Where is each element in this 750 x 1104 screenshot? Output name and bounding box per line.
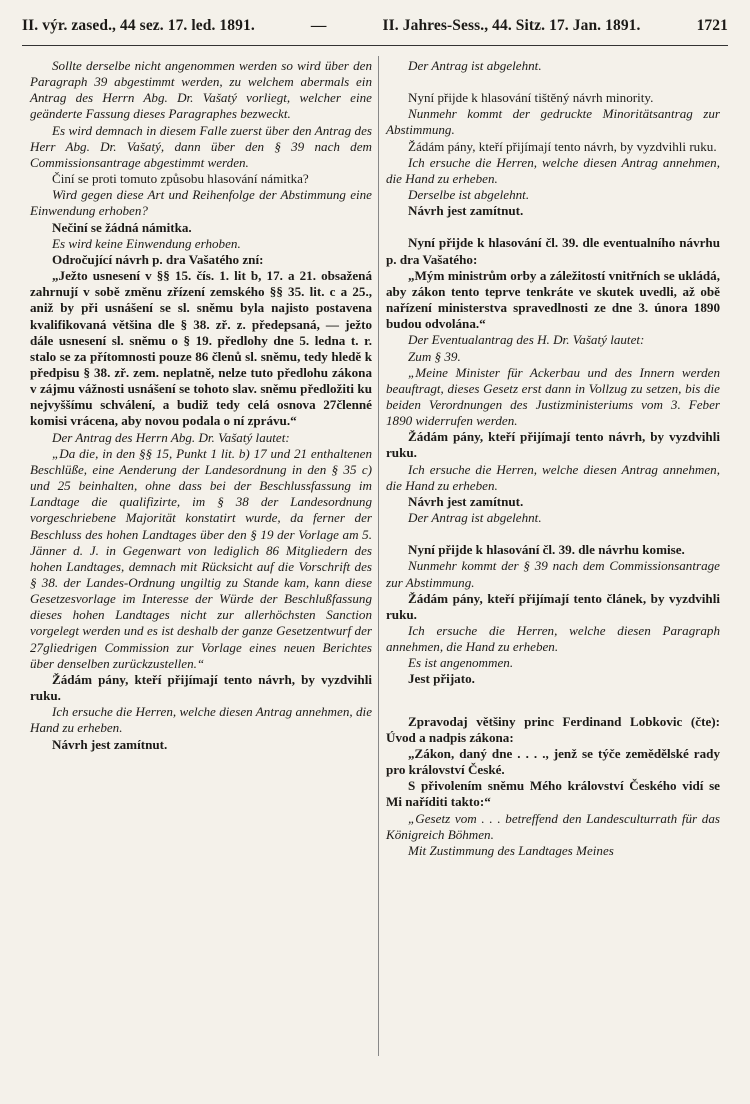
paragraph: Der Antrag des Herrn Abg. Dr. Vašatý lautet: — [52, 429, 290, 445]
paragraph: Žádám pány, kteří přijímají tento článek, by vyzdvihli ruku. — [386, 590, 720, 622]
paragraph-spacer — [386, 526, 720, 542]
paragraph: Návrh jest zamítnut. — [408, 203, 524, 219]
paragraph: Zpravodaj většiny princ Ferdinand Lobkovic (čte): Úvod a nadpis zákona: — [386, 713, 720, 745]
paragraph: „Ježto usnesení v §§ 15. čís. 1. lit b, 17. a 21. obsažená zahrnují v sobě změnu zřízení zemského §§ 35. lit. c a 25., aniž by při usnášení se sl. sněmu byla najisto postavena kvalifikovaná většina dle § 38. zř. z. předepsaná, — ježto dále usnesení sl. sněmu o § 19. předlohy dne 5. ledna t. r. stalo se za přítomnosti pouze 86 členů sl. sněmu, tedy hledě k předpisu § 38. zř. zem. neplatně, nelze tuto předlohu zákona v zájmu vážnosti usnášení se tohoto slav. sněmu předložiti ku nejvyššímu schválení, a budiž tedy celá osnova 27členné komisi vrácena, aby novou podala o ní zprávu.“ — [30, 268, 372, 429]
paragraph: Mit Zustimmung des Landtages Meines — [408, 842, 614, 858]
header-rule — [22, 45, 728, 46]
paragraph: „Mým ministrům orby a záležitostí vnitřních se ukládá, aby zákon tento teprve tenkráte ve skutek uvedli, až obě nařízení ministerstva spravedlnosti ze dne 3. února 1890 budou odvolána.“ — [386, 267, 720, 332]
right-column — [386, 58, 720, 859]
paragraph: S přivolením sněmu Mého království Českého vidí se Mi naříditi takto:“ — [386, 778, 720, 810]
paragraph: Ich ersuche die Herren, welche diesen Antrag annehmen, die Hand zu erheben. — [30, 704, 372, 736]
paragraph: Es wird keine Einwendung erhoben. — [52, 235, 241, 251]
paragraph: Der Eventualantrag des H. Dr. Vašatý lautet: — [408, 332, 645, 348]
paragraph: Der Antrag ist abgelehnt. — [408, 58, 542, 73]
paragraph: Sollte derselbe nicht angenommen werden so wird über den Paragraph 39 abgestimmt werden, zu welchem abermals ein Antrag des Herrn Abg. Dr. Vašatý vorliegt, welcher eine geänderte Fassung dieses Paragraphes bezweckt. — [30, 58, 372, 122]
paragraph: Der Antrag ist abgelehnt. — [408, 510, 542, 526]
paragraph: Ich ersuche die Herren, welche diesen Paragraph annehmen, die Hand zu erheben. — [386, 623, 720, 655]
paragraph: Zum § 39. — [408, 348, 461, 364]
paragraph: Es ist angenommen. — [408, 655, 514, 671]
running-header — [22, 6, 728, 46]
paragraph: „Gesetz vom . . . betreffend den Landesculturrath für das Königreich Böhmen. — [386, 810, 720, 842]
paragraph: Odročující návrh p. dra Vašatého zní: — [52, 251, 264, 267]
paragraph: Ich ersuche die Herren, welche diesen Antrag annehmen, die Hand zu erheben. — [386, 154, 720, 186]
paragraph: Nyní přijde k hlasování tištěný návrh minority. — [408, 90, 654, 106]
paragraph: „Zákon, daný dne . . . ., jenž se týče zemědělské rady pro království České. — [386, 745, 720, 778]
paragraph: Ich ersuche die Herren, welche diesen Antrag annehmen, die Hand zu erheben. — [386, 461, 720, 493]
page-number: 1721 — [696, 17, 728, 34]
left-column — [30, 58, 372, 753]
paragraph: Nyní přijde k hlasování čl. 39. dle eventualního návrhu p. dra Vašatého: — [386, 235, 720, 267]
paragraph: „Meine Minister für Ackerbau und des Innern werden beauftragt, dieses Gesetz erst dann in Vollzug zu setzen, bis die beiden Verordnungen des Justizministeriums vom 3. Feber 1890 widerrufen werden. — [386, 364, 720, 429]
paragraph: Žádám pány, kteří přijímají tento návrh, by vyzdvihli ruku. — [408, 138, 717, 154]
paragraph: Nunmehr kommt der gedruckte Minoritätsantrag zur Abstimmung. — [386, 106, 720, 138]
paragraph: Nyní přijde k hlasování čl. 39. dle návrhu komise. — [408, 542, 685, 558]
paragraph-spacer — [386, 74, 720, 90]
paragraph-spacer — [386, 688, 720, 714]
paragraph: Jest přijato. — [408, 671, 475, 687]
column-divider — [378, 56, 379, 1056]
paragraph: Nečiní se žádná námitka. — [52, 219, 192, 235]
paragraph: Nunmehr kommt der § 39 nach dem Commissionsantrage zur Abstimmung. — [386, 558, 720, 590]
paragraph: Wird gegen diese Art und Reihenfolge der Abstimmung eine Einwendung erhoben? — [30, 187, 372, 219]
paragraph: Es wird demnach in diesem Falle zuerst über den Antrag des Herr Abg. Dr. Vašatý, dann über den § 39 nach dem Commissionsantrage abgestimmt werden. — [30, 122, 372, 170]
header-right: II. Jahres-Sess., 44. Sitz. 17. Jan. 1891. — [382, 17, 641, 34]
paragraph: Činí se proti tomuto způsobu hlasování námitka? — [52, 171, 309, 187]
paragraph: „Da die, in den §§ 15, Punkt 1 lit. b) 17 und 21 enthaltenen Beschlüße, eine Aenderung der Landesordnung in den § 35 c) und 25 beinhalten, ohne dass bei der Beschlussfassung im Landtage die qualifizirte, im § 38 der Landesordnung vorgeschriebene Majorität konstatirt wurde, da ferner der Beschluss des hohen Landtages über den § 19 der Vorlage am 5. Jänner d. J. in Gegenwart von lediglich 86 Mitgliedern des hohen Landtages, demnach mit Rücksicht auf die Vorschrift des § 38. der Landes-Ordnung ungiltig zu Stande kam, kann diese Gesetzesvorlage im Interesse der Würde der Beschlußfassung dieses hohen Landtages nicht zur allerhöchsten Sanction vorgelegt werden und es ist deshalb der ganze Gesetzentwurf der 27gliedrigen Commission zur Vorlage eines neuen Berichtes über denselben zurückzustellen.“ — [30, 445, 372, 671]
paragraph: Žádám pány, kteří přijímají tento návrh, by vyzdvihli ruku. — [30, 671, 372, 704]
paragraph: Derselbe ist abgelehnt. — [408, 187, 530, 203]
paragraph: Návrh jest zamítnut. — [52, 736, 168, 752]
header-left: II. výr. zased., 44 sez. 17. led. 1891. — [22, 17, 255, 34]
header-separator: — — [310, 17, 327, 34]
paragraph: Návrh jest zamítnut. — [408, 493, 524, 509]
paragraph: Žádám pány, kteří přijímají tento návrh, by vyzdvihli ruku. — [386, 429, 720, 461]
paragraph-spacer — [386, 219, 720, 235]
